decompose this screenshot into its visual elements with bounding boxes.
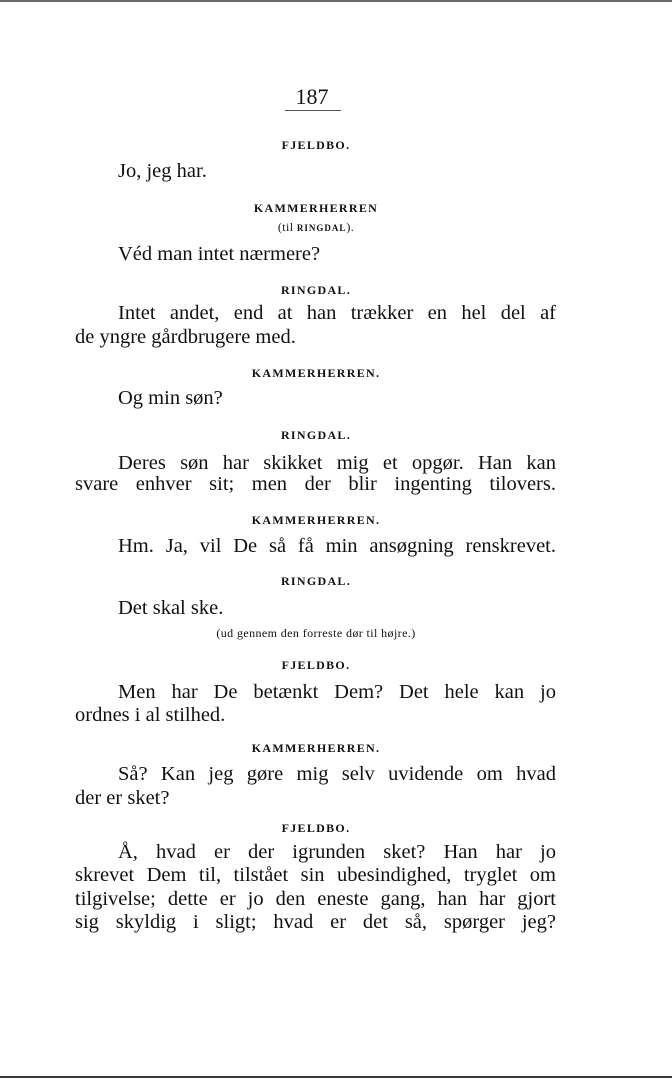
speaker-label: FJELDBO. bbox=[281, 821, 351, 835]
page-number-underline bbox=[285, 110, 341, 111]
speaker-label: RINGDAL. bbox=[280, 283, 352, 297]
dialogue-line: der er sket? bbox=[75, 787, 170, 809]
stage-direction: (ud gennem den forreste dør til højre.) bbox=[216, 626, 416, 640]
bottom-border bbox=[0, 1076, 672, 1078]
dialogue-line: de yngre gårdbrugere med. bbox=[75, 326, 296, 348]
speaker-label: FJELDBO. bbox=[281, 138, 351, 152]
dialogue-line: Intet andet, end at han trækker en hel del af bbox=[118, 302, 556, 324]
dialogue-line: Jo, jeg har. bbox=[118, 160, 207, 182]
speaker-label: RINGDAL. bbox=[280, 428, 352, 442]
dialogue-line: Og min søn? bbox=[118, 387, 223, 409]
dialogue-line: Så? Kan jeg gøre mig selv uvidende om hvad bbox=[118, 763, 556, 785]
page-number: 187 bbox=[295, 84, 329, 109]
dialogue-line: tilgivelse; dette er jo den eneste gang, han har gjort bbox=[75, 888, 556, 910]
speaker-label: KAMMERHERREN. bbox=[251, 366, 381, 380]
speaker-label: RINGDAL. bbox=[280, 574, 352, 588]
top-border bbox=[0, 0, 672, 2]
speaker-label: KAMMERHERREN bbox=[253, 201, 379, 215]
stage-direction: (til RINGDAL). bbox=[277, 220, 355, 234]
dialogue-line: skrevet Dem til, tilstået sin ubesindighed, tryglet om bbox=[75, 864, 556, 886]
dialogue-line: Men har De betænkt Dem? Det hele kan jo bbox=[118, 681, 556, 703]
dialogue-line: Véd man intet nærmere? bbox=[118, 243, 321, 265]
dialogue-line: Deres søn har skikket mig et opgør. Han kan bbox=[118, 452, 556, 474]
dialogue-line: sig skyldig i sligt; hvad er det så, spørger jeg? bbox=[75, 911, 556, 933]
speaker-label: KAMMERHERREN. bbox=[251, 741, 381, 755]
dialogue-line: Å, hvad er der igrunden sket? Han har jo bbox=[118, 841, 556, 863]
dialogue-line: ordnes i al stilhed. bbox=[75, 704, 226, 726]
dialogue-line: svare enhver sit; men der blir ingenting tilovers. bbox=[75, 473, 556, 495]
dialogue-line: Hm. Ja, vil De så få min ansøgning renskrevet. bbox=[118, 535, 556, 557]
dialogue-line: Det skal ske. bbox=[118, 597, 224, 619]
speaker-label: KAMMERHERREN. bbox=[251, 513, 381, 527]
speaker-label: FJELDBO. bbox=[281, 658, 351, 672]
